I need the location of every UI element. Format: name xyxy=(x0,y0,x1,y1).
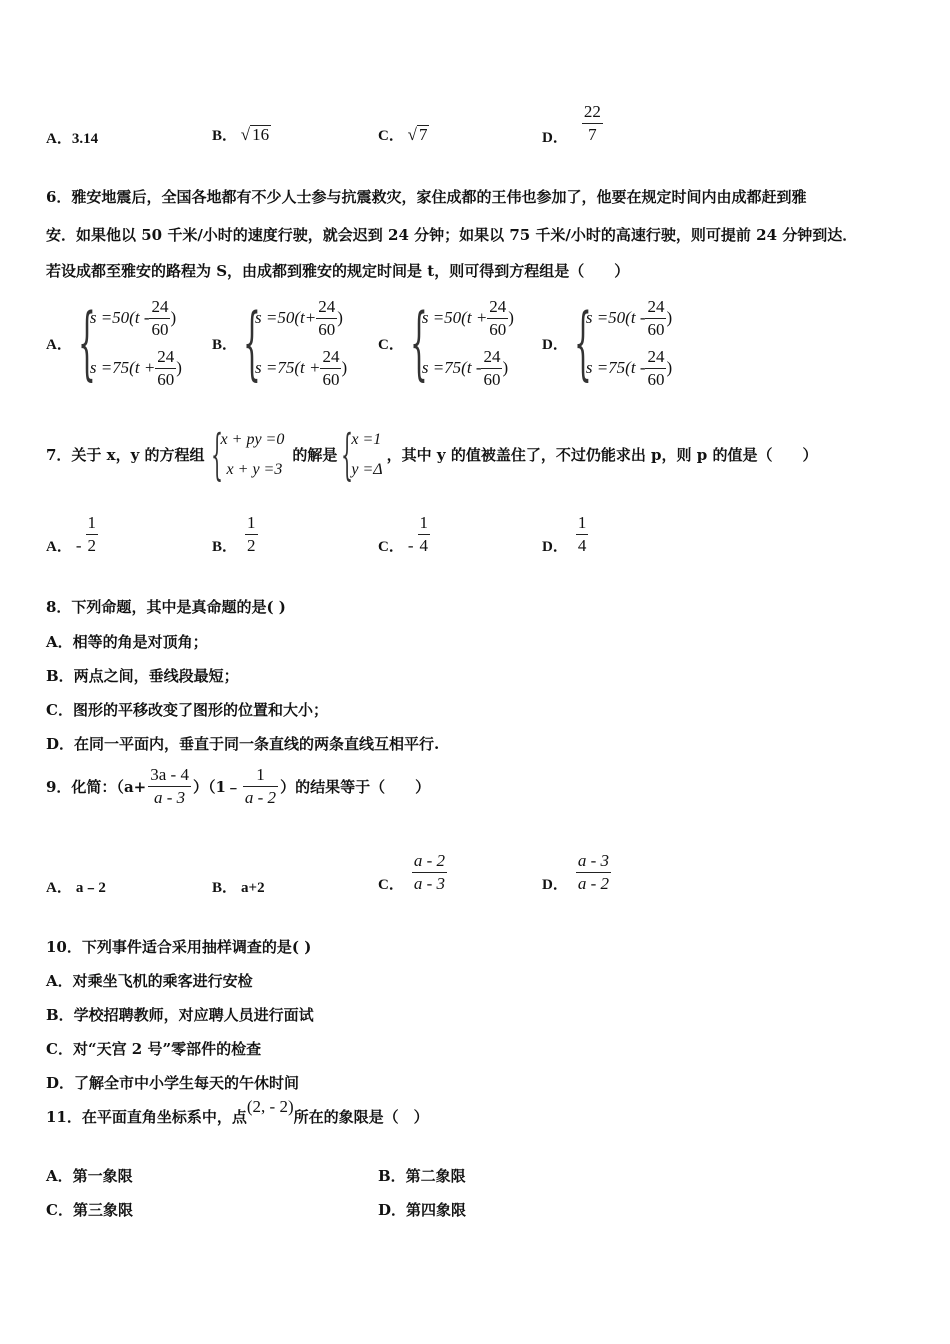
q9-option-a-value: a﹣2 xyxy=(75,880,106,896)
equation-right: ) xyxy=(176,358,182,377)
equation-row xyxy=(586,343,672,393)
q7-option-fraction xyxy=(86,512,99,557)
q6-stem-line3: 若设成都至雅安的路程为 S，由成都到雅安的规定时间是 t，则可得到方程组是（ ） xyxy=(46,262,630,280)
brace-icon: { xyxy=(573,296,592,389)
q7-sys2-eq2: y =Δ xyxy=(351,461,383,478)
equation-system xyxy=(78,293,182,393)
q7-sys1-eq2: x + y =3 xyxy=(226,461,283,478)
q7-system-2 xyxy=(341,423,383,486)
equation-row xyxy=(90,293,182,343)
equation-row xyxy=(255,343,347,393)
equation-row xyxy=(586,293,672,343)
fraction-denominator: 60 xyxy=(151,319,169,339)
q5-option-d[interactable] xyxy=(542,100,603,147)
q7-option-c[interactable] xyxy=(378,512,430,557)
q10-option-a[interactable]: A．对乘坐飞机的乘客进行安检 xyxy=(46,972,253,990)
q10-option-b[interactable]: B．学校招聘教师，对应聘人员进行面试 xyxy=(46,1006,314,1024)
q9-option-a-label: A． xyxy=(46,880,72,896)
q5-option-a[interactable] xyxy=(46,127,98,148)
brace-icon: { xyxy=(210,423,223,486)
q11-option-c[interactable]: C．第三象限 xyxy=(46,1201,133,1219)
brace-icon: { xyxy=(243,296,261,389)
fraction-denominator: 7 xyxy=(588,125,597,144)
q8-stem: 8．下列命题，其中是真命题的是( ) xyxy=(46,598,286,616)
q8-option-a[interactable]: A．相等的角是对顶角； xyxy=(46,633,208,651)
q6-option-c[interactable] xyxy=(378,293,514,393)
q6-stem-line1: 6．雅安地震后，全国各地都有不少人士参与抗震救灾，家住成都的王伟也参加了，他要在规定时间内由成都赶到雅 xyxy=(46,188,807,206)
fraction-numerator: 24 xyxy=(647,296,665,316)
q6-option-b[interactable] xyxy=(212,293,347,393)
equation-fraction xyxy=(155,346,176,391)
q11-suffix: 所在的象限是（ ） xyxy=(293,1108,429,1126)
fraction-denominator: 60 xyxy=(483,369,501,389)
q9-option-b-label: B． xyxy=(212,880,238,896)
q10-option-d[interactable]: D．了解全市中小学生每天的午休时间 xyxy=(46,1074,300,1092)
q9-prefix: 9．化简：（a+ xyxy=(46,777,147,796)
q9-option-d-fraction xyxy=(576,850,611,895)
q11-stem xyxy=(46,1097,429,1130)
q7-suffix: ，其中 y 的值被盖住了，不过仍能求出 p，则 p 的值是（ ） xyxy=(386,446,818,464)
fraction-numerator: 1 xyxy=(87,513,97,532)
fraction-denominator: a - 3 xyxy=(154,788,186,807)
q9-fraction-2 xyxy=(243,764,278,809)
q7-middle: 的解是 xyxy=(292,446,338,464)
equation-system xyxy=(410,293,514,393)
q5-option-b[interactable] xyxy=(212,124,271,145)
equation-right: ) xyxy=(170,308,177,327)
equation-right: ) xyxy=(502,358,509,377)
q7-option-d[interactable] xyxy=(542,512,588,557)
fraction-numerator: 1 xyxy=(419,513,429,532)
equation-left: s =50(t - xyxy=(585,308,646,327)
equation-left: s =75(t - xyxy=(585,358,646,377)
q7-option-label: C． xyxy=(378,539,404,555)
q11-option-a[interactable]: A．第一象限 xyxy=(46,1167,133,1185)
fraction-numerator: 1 xyxy=(577,513,587,532)
q8-option-c[interactable]: C．图形的平移改变了图形的位置和大小； xyxy=(46,701,328,719)
q9-stem xyxy=(46,764,430,809)
fraction-denominator: 2 xyxy=(247,536,256,555)
equation-left: s =50(t+ xyxy=(255,308,317,327)
q9-option-d-label: D． xyxy=(542,877,568,893)
q8-option-d[interactable]: D．在同一平面内，垂直于同一条直线的两条直线互相平行. xyxy=(46,735,440,753)
q6-option-a[interactable] xyxy=(46,293,182,393)
fraction-denominator: 60 xyxy=(489,319,507,339)
q7-option-sign: - xyxy=(75,535,82,555)
fraction-denominator: 60 xyxy=(647,369,665,389)
fraction-numerator: 24 xyxy=(489,296,507,316)
q11-point: (2, - 2) xyxy=(246,1097,294,1116)
brace-icon: { xyxy=(409,296,428,389)
q11-option-b[interactable]: B．第二象限 xyxy=(378,1167,466,1185)
q5-option-d-label: D． xyxy=(542,130,568,146)
q9-option-a[interactable] xyxy=(46,876,106,897)
q5-option-a-value: 3.14 xyxy=(71,131,99,147)
equation-fraction xyxy=(645,296,666,341)
q5-option-d-fraction xyxy=(582,101,603,146)
fraction-numerator: 24 xyxy=(322,346,340,366)
equation-left: s =75(t + xyxy=(89,358,156,377)
q7-option-fraction xyxy=(576,512,589,557)
q6-option-label: A． xyxy=(46,336,72,353)
q5-option-c-sqrt: √ 7 xyxy=(407,125,428,144)
fraction-numerator: 24 xyxy=(151,296,169,316)
q5-option-c[interactable] xyxy=(378,124,429,145)
equation-right: ) xyxy=(337,308,343,327)
equation-fraction xyxy=(320,346,341,391)
q9-option-c-label: C． xyxy=(378,877,404,893)
equation-right: ) xyxy=(666,358,673,377)
fraction-denominator: 60 xyxy=(318,319,336,339)
q11-option-d[interactable]: D．第四象限 xyxy=(378,1201,467,1219)
q9-option-d[interactable] xyxy=(542,850,611,895)
q5-option-b-label: B． xyxy=(212,128,238,144)
q7-option-label: D． xyxy=(542,539,568,555)
q5-option-b-radicand: 16 xyxy=(252,125,270,144)
q5-option-a-label: A． xyxy=(46,131,72,147)
q9-option-b-value: a+2 xyxy=(241,880,265,896)
equation-fraction xyxy=(481,346,502,391)
fraction-numerator: 24 xyxy=(647,346,665,366)
q7-sys2-eq1: x =1 xyxy=(351,431,382,448)
q7-option-sign: - xyxy=(407,535,414,555)
fraction-denominator: 4 xyxy=(577,536,587,555)
fraction-numerator: 24 xyxy=(157,346,175,366)
q6-option-d[interactable] xyxy=(542,293,672,393)
q9-option-c-fraction xyxy=(412,850,447,895)
q5-option-c-label: C． xyxy=(378,128,404,144)
q7-option-a[interactable] xyxy=(46,512,98,557)
q6-option-label: B． xyxy=(212,336,238,353)
q10-option-c[interactable]: C．对“天宫 2 号”零部件的检查 xyxy=(46,1040,262,1058)
fraction-denominator: a - 2 xyxy=(577,874,610,893)
q7-option-fraction xyxy=(245,512,258,557)
equation-left: s =50(t + xyxy=(421,308,488,327)
equation-right: ) xyxy=(341,358,348,377)
q7-option-b[interactable] xyxy=(212,512,258,557)
q7-stem xyxy=(46,423,818,486)
q7-sys1-eq1: x + py =0 xyxy=(220,431,285,448)
q8-option-b[interactable]: B．两点之间，垂线段最短； xyxy=(46,667,239,685)
q9-suffix: ）的结果等于（ ） xyxy=(280,777,431,796)
fraction-denominator: 60 xyxy=(647,319,665,339)
equation-fraction xyxy=(149,296,170,341)
q9-option-c[interactable] xyxy=(378,850,447,895)
q7-option-fraction xyxy=(418,512,431,557)
equation-fraction xyxy=(316,296,337,341)
equation-row xyxy=(422,343,514,393)
fraction-numerator: 22 xyxy=(583,102,601,121)
fraction-numerator: a - 2 xyxy=(413,851,446,870)
q5-option-b-sqrt: √ 16 xyxy=(240,125,270,144)
equation-left: s =50(t - xyxy=(89,308,150,327)
fraction-numerator: 3a - 4 xyxy=(150,765,189,784)
q5-option-c-radicand: 7 xyxy=(418,125,428,144)
fraction-numerator: 24 xyxy=(318,296,336,316)
q9-option-b[interactable] xyxy=(212,876,265,897)
equation-fraction xyxy=(487,296,508,341)
fraction-numerator: 1 xyxy=(256,765,265,784)
q9-mid: ）（1﹣ xyxy=(192,777,241,796)
fraction-numerator: 24 xyxy=(483,346,501,366)
brace-icon: { xyxy=(341,423,354,486)
equation-row xyxy=(90,343,182,393)
equation-row xyxy=(255,293,347,343)
q9-fraction-1 xyxy=(148,764,191,809)
equation-system xyxy=(243,293,347,393)
equation-left: s =75(t - xyxy=(421,358,482,377)
q11-prefix: 11．在平面直角坐标系中，点 xyxy=(46,1108,247,1126)
q6-stem-line2: 安．如果他以 50 千米/小时的速度行驶，就会迟到 24 分钟；如果以 75 千米/小时的高速行驶，则可提前 24 分钟到达． xyxy=(46,226,858,244)
fraction-denominator: 4 xyxy=(419,536,429,555)
fraction-numerator: 1 xyxy=(247,513,256,532)
fraction-numerator: a - 3 xyxy=(577,851,610,870)
q7-system-1 xyxy=(210,423,285,486)
fraction-denominator: a - 2 xyxy=(244,788,277,807)
equation-row xyxy=(422,293,514,343)
equation-right: ) xyxy=(666,308,673,327)
equation-left: s =75(t + xyxy=(255,358,321,377)
q10-stem: 10．下列事件适合采用抽样调查的是( ) xyxy=(46,938,312,956)
q6-option-label: D． xyxy=(542,336,568,353)
brace-icon: { xyxy=(77,296,96,389)
q7-option-label: B． xyxy=(212,539,238,555)
equation-fraction xyxy=(645,346,666,391)
q7-prefix: 7．关于 x，y 的方程组 xyxy=(46,446,205,464)
equation-right: ) xyxy=(508,308,514,327)
q7-option-label: A． xyxy=(46,539,72,555)
q6-option-label: C． xyxy=(378,336,404,353)
fraction-denominator: 60 xyxy=(157,369,175,389)
fraction-denominator: a - 3 xyxy=(413,874,446,893)
fraction-denominator: 60 xyxy=(322,369,340,389)
fraction-denominator: 2 xyxy=(87,536,97,555)
equation-system xyxy=(574,293,672,393)
